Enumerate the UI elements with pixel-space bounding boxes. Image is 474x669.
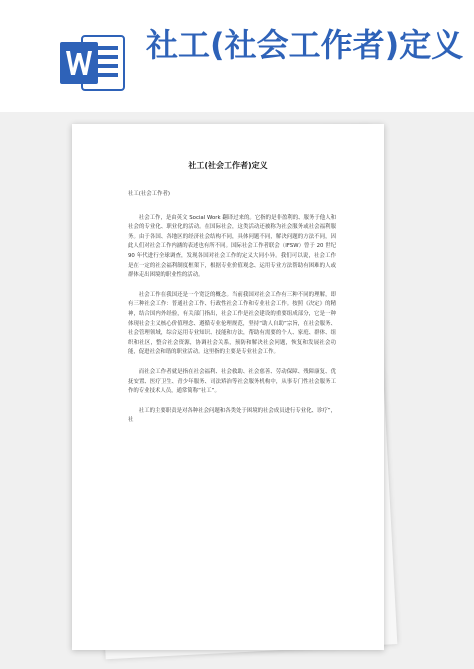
paragraph-4: 社工的主要职责是对各种社会问题和各类处于困境的社会成员进行专业化、诊疗”，社 (128, 407, 336, 424)
paragraph-3: 而社会工作者就是指在社会福利、社会救助、社会慈善、劳动保障、残障康复、优抚安置、医疗卫生、青少年服务、司法矫治等社会服务机构中，从事专门性社会服务工作的专业技术人员，通常简称“社工”。 (128, 368, 336, 395)
document-page (72, 124, 384, 650)
word-document-icon (58, 32, 128, 94)
paragraph-subtitle: 社工(社会工作者) (128, 191, 170, 197)
banner-title: 社工(社会工作者)定义 (146, 26, 464, 64)
document-title: 社工(社会工作者)定义 (188, 161, 268, 170)
paragraph-2: 社会工作在我国还是一个宽泛的概念。当前我国对社会工作有三种不同的理解，即有三种社会工作：普通社会工作、行政性社会工作和专业社会工作。按照《决定》的精神，结合国内外经验，有关部门指出，社会工作是社会建设的重要组成部分，它是一种体现社会主义核心价值理念、遵循专业伦理规范，坚持“助人自助”宗旨，在社会服务、社会管理领域，综合运用专业知识、技能和方法，帮助有需要的个人、家庭、群体、组织和社区，整合社会资源，协调社会关系，预防和解决社会问题，恢复和发展社会功能，促进社会和谐的职业活动。这里指的主要是专业社会工作。 (128, 291, 336, 356)
paragraph-1: 社会工作，是由英文 Social Work 翻译过来的。它指的是非盈利的、服务于他人和社会的专业化、职业化的活动。在国际社会，这类活动还被称为社会服务或社会福利服务。由于各国、各地区的经济社会结构不同，具体问题不同，解决问题的方法不同，因此人们对社会工作内涵的表述也有所不同。国际社会工作者联会（IFSW）曾于 20 世纪 90 年代进行全球调查，发现各国对社会工作的定义大同小异。我们可以说，社会工作是在一定的社会福利制度框架下，根据专业价值观念、运用专业方法帮助有困难的人或群体走出困境的职业性的活动。 (128, 214, 336, 279)
document-body (128, 190, 336, 436)
header-banner (0, 0, 474, 112)
